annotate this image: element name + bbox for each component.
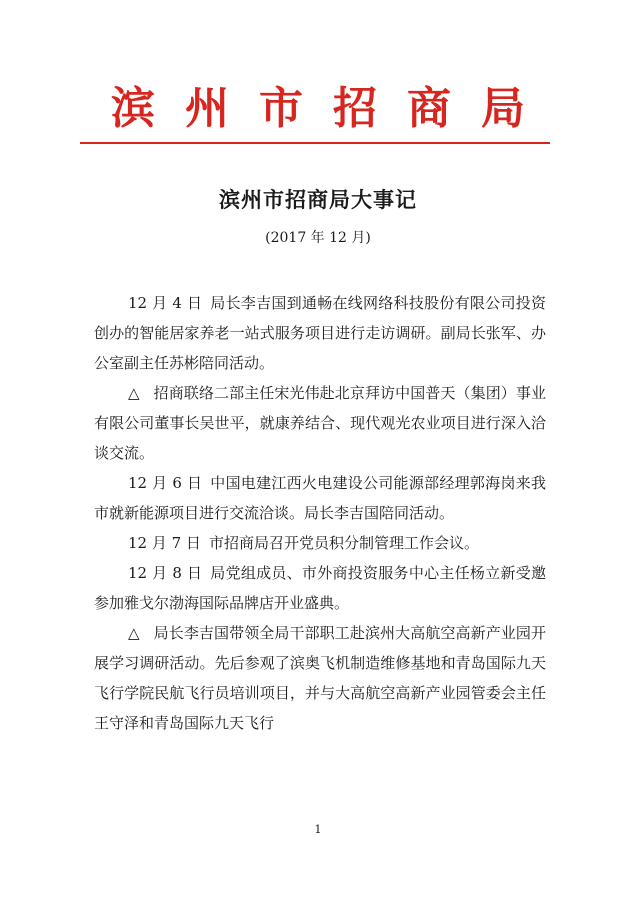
- document-date: (2017 年 12 月): [265, 230, 371, 246]
- entry-paragraph: [94, 558, 546, 618]
- entry-text: 招商联络二部主任宋光伟赴北京拜访中国普天（集团）事业有限公司董事长吴世平，就康养结合、现代观光农业项目进行深入洽谈交流。: [94, 384, 546, 462]
- entry-paragraph: [94, 618, 546, 738]
- entry-date: 12 月 8 日: [128, 564, 203, 582]
- entry-paragraph: [94, 378, 546, 468]
- masthead-rule: [80, 142, 550, 144]
- entry-date: 12 月 7 日: [128, 534, 201, 552]
- entry-text: 局党组成员、市外商投资服务中心主任杨立新受邀参加雅戈尔渤海国际品牌店开业盛典。: [94, 564, 546, 612]
- document-title: 滨州市招商局大事记: [219, 187, 417, 212]
- triangle-marker-icon: △: [128, 384, 140, 402]
- triangle-marker-icon: △: [128, 624, 140, 642]
- entry-date: 12 月 6 日: [128, 474, 203, 492]
- entry-paragraph: [94, 528, 546, 558]
- entry-text: 市招商局召开党员积分制管理工作会议。: [208, 534, 479, 552]
- document-body: [94, 288, 546, 738]
- entry-text: 局长李吉国带领全局干部职工赴滨州大高航空高新产业园开展学习调研活动。先后参观了滨奥飞机制造维修基地和青岛国际九天飞行学院民航飞行员培训项目，并与大高航空高新产业园管委会主任王守泽和青岛国际九天飞行: [94, 624, 546, 732]
- page-number: 1: [314, 823, 322, 836]
- entry-text: 局长李吉国到通畅在线网络科技股份有限公司投资创办的智能居家养老一站式服务项目进行走访调研。副局长张军、办公室副主任苏彬陪同活动。: [94, 294, 546, 372]
- entry-paragraph: [94, 468, 546, 528]
- entry-date: 12 月 4 日: [128, 294, 203, 312]
- entry-paragraph: [94, 288, 546, 378]
- agency-masthead: 滨州市招商局: [111, 83, 555, 134]
- entry-text: 中国电建江西火电建设公司能源部经理郭海岗来我市就新能源项目进行交流洽谈。局长李吉国陪同活动。: [94, 474, 546, 522]
